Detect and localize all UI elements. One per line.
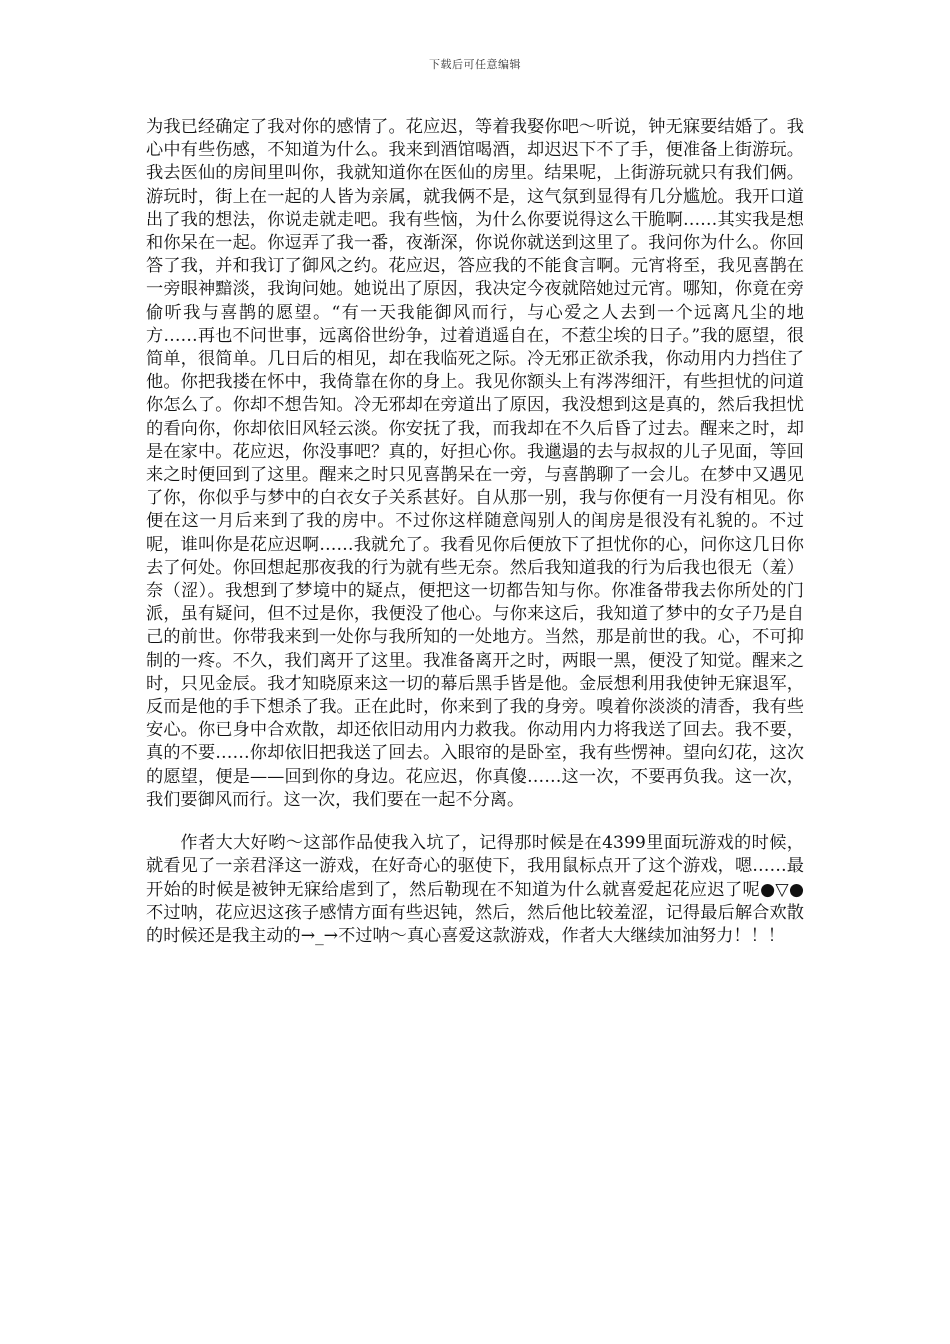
body-paragraph-author-note: 作者大大好哟～这部作品使我入坑了，记得那时候是在4399里面玩游戏的时候，就看见了一亲君泽这一游戏，在好奇心的驱使下，我用鼠标点开了这个游戏，嗯……最开始的时候是被钟无寐给虐到了，然后勒现在不知道为什么就喜爱起花应迟了呢●▽●不过呐，花应迟这孩子感情方面有些迟钝，然后，然后他比较羞涩，记得最后解合欢散的时候还是我主动的→_→不过呐～真心喜爱这款游戏，作者大大继续加油努力！！！ <box>146 833 804 946</box>
page-header: 下载后可任意编辑 <box>429 58 521 71</box>
body-paragraph-story: 为我已经确定了我对你的感情了。花应迟，等着我娶你吧～听说，钟无寐要结婚了。我心中有些伤感，不知道为什么。我来到酒馆喝酒，却迟迟下不了手，便准备上街游玩。我去医仙的房间里叫你，我就知道你在医仙的房里。结果呢，上街游玩就只有我们俩。游玩时，街上在一起的人皆为亲属，就我俩不是，这气氛到显得有几分尴尬。我开口道出了我的想法，你说走就走吧。我有些恼，为什么你要说得这么干脆啊……其实我是想和你呆在一起。你逗弄了我一番，夜渐深，你说你就送到这里了。我问你为什么。你回答了我，并和我订了御风之约。花应迟，答应我的不能食言啊。元宵将至，我见喜鹊在一旁眼神黯淡，我询问她。她说出了原因，我决定今夜就陪她过元宵。哪知，你竟在旁偷听我与喜鹊的愿望。“有一天我能御风而行，与心爱之人去到一个远离凡尘的地方……再也不问世事，远离俗世纷争，过着逍遥自在，不惹尘埃的日子。”我的愿望，很简单，很简单。几日后的相见，却在我临死之际。冷无邪正欲杀我，你动用内力挡住了他。你把我搂在怀中，我倚靠在你的身上。我见你额头上有涔涔细汗，有些担忧的问道你怎么了。你却不想告知。冷无邪却在旁道出了原因，我没想到这是真的，然后我担忧的看向你，你却依旧风轻云淡。你安抚了我，而我却在不久后昏了过去。醒来之时，却是在家中。花应迟，你没事吧？真的，好担心你。我邋遢的去与叔叔的儿子见面，等回来之时便回到了这里。醒来之时只见喜鹊呆在一旁，与喜鹊聊了一会儿。在梦中又遇见了你，你似乎与梦中的白衣女子关系甚好。自从那一别，我与你便有一月没有相见。你便在这一月后来到了我的房中。不过你这样随意闯别人的闺房是很没有礼貌的。不过呢，谁叫你是花应迟啊……我就允了。我看见你后便放下了担忧你的心，问你这几日你去了何处。你回想起那夜我的行为就有些无奈。然后我知道我的行为后我也很无（羞）奈（涩）。我想到了梦境中的疑点，便把这一切都告知与你。你准备带我去你所处的门派，虽有疑问，但不过是你，我便没了他心。与你来这后，我知道了梦中的女子乃是自己的前世。你带我来到一处你与我所知的一处地方。当然，那是前世的我。心，不可抑制的一疼。不久，我们离开了这里。我准备离开之时，两眼一黑，便没了知觉。醒来之时，只见金辰。我才知晓原来这一切的幕后黑手皆是他。金辰想利用我使钟无寐退军，反而是他的手下想杀了我。正在此时，你来到了我的身旁。嗅着你淡淡的清香，我有些安心。你已身中合欢散，却还依旧动用内力救我。你动用内力将我送了回去。我不要，真的不要……你却依旧把我送了回去。入眼帘的是卧室，我有些愣神。望向幻花，这次的愿望，便是——回到你的身边。花应迟，你真傻……这一次，不要再负我。这一次，我们要御风而行。这一次，我们要在一起不分离。 <box>146 117 804 810</box>
document-body <box>146 116 804 948</box>
